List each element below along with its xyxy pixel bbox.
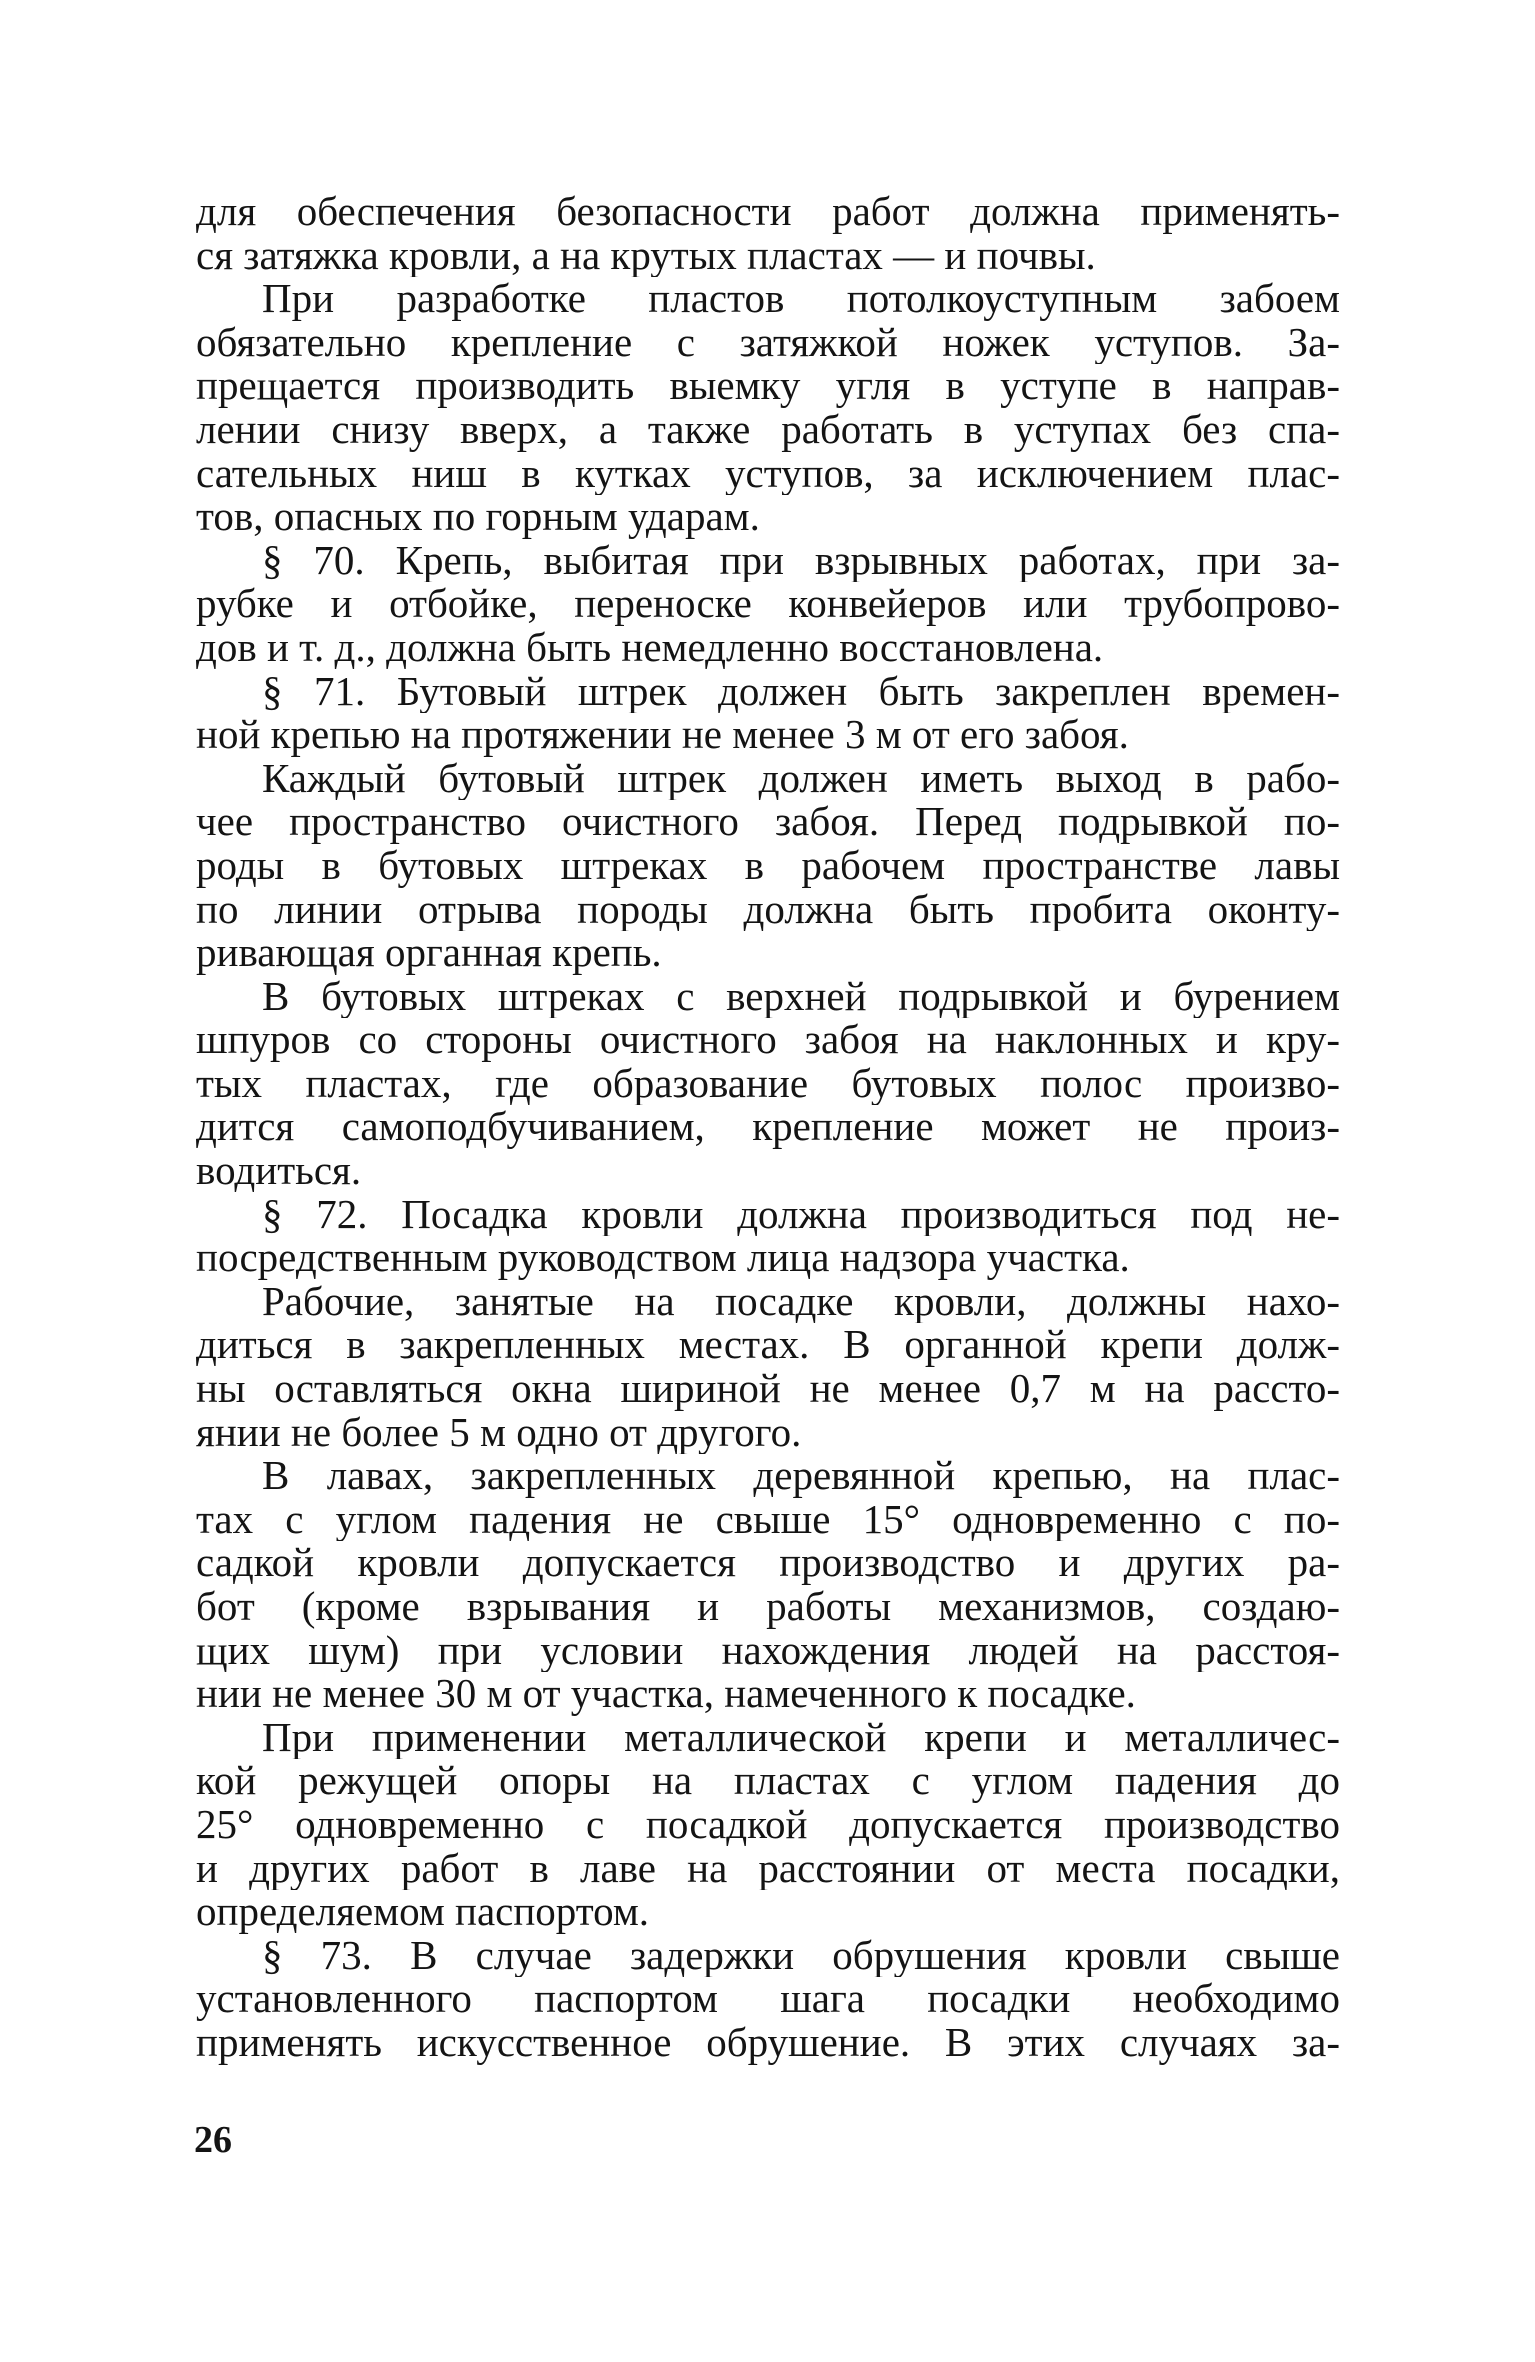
text-line: дов и т. д., должна быть немедленно восстановлена. [196, 625, 1104, 670]
text-line: тах с углом падения не свыше 15° одновременно с по- [196, 1497, 1340, 1542]
paragraph [196, 975, 1340, 1193]
text-line: При разработке пластов потолкоуступным забоем [262, 277, 1340, 321]
text-line: В лавах, закрепленных деревянной крепью, на плас- [262, 1454, 1340, 1498]
text-line: ны оставляться окна шириной не менее 0,7 м на рассто- [196, 1367, 1340, 1411]
paragraph [196, 277, 1340, 539]
paragraph [196, 1280, 1340, 1454]
text-line: При применении металлической крепи и металличес- [262, 1715, 1340, 1760]
text-line: тых пластах, где образование бутовых полос произво- [196, 1061, 1340, 1106]
text-line: установленного паспортом шага посадки необходимо [196, 1977, 1340, 2021]
text-line: чее пространство очистного забоя. Перед подрывкой по- [196, 800, 1340, 844]
text-line: для обеспечения безопасности работ должна применять- [196, 190, 1340, 234]
text-line: 25° одновременно с посадкой допускается производство [196, 1802, 1340, 1847]
text-line: нии не менее 30 м от участка, намеченного к посадке. [196, 1672, 1136, 1716]
text-line: § 71. Бутовый штрек должен быть закреплен времен- [262, 669, 1340, 714]
text-line: тов, опасных по горным ударам. [196, 495, 760, 539]
text-line: диться в закрепленных местах. В органной крепи долж- [196, 1323, 1340, 1368]
text-line: водиться. [196, 1149, 362, 1193]
text-line: § 72. Посадка кровли должна производиться под не- [262, 1192, 1340, 1237]
text-line: бот (кроме взрывания и работы механизмов, создаю- [196, 1585, 1340, 1629]
text-line: Каждый бутовый штрек должен иметь выход в рабо- [262, 756, 1340, 801]
text-line: по линии отрыва породы должна быть пробита оконту- [196, 887, 1340, 932]
text-line: кой режущей опоры на пластах с углом падения до [196, 1759, 1340, 1803]
text-line: обязательно крепление с затяжкой ножек уступов. За- [196, 320, 1340, 365]
text-line: роды в бутовых штреках в рабочем пространстве лавы [196, 843, 1340, 888]
text-line: ривающая органная крепь. [196, 931, 662, 975]
paragraph [196, 1193, 1340, 1280]
text-line: § 73. В случае задержки обрушения кровли свыше [262, 1933, 1340, 1978]
text-line: лении снизу вверх, а также работать в уступах без спа- [196, 407, 1340, 452]
text-line: и других работ в лаве на расстоянии от места посадки, [196, 1846, 1340, 1891]
text-line: щих шум) при условии нахождения людей на расстоя- [196, 1628, 1340, 1673]
paragraph [196, 190, 1340, 277]
text-line: ной крепью на протяжении не менее 3 м от его забоя. [196, 713, 1129, 757]
page-body [196, 190, 1340, 2065]
text-line: В бутовых штреках с верхней подрывкой и бурением [262, 974, 1340, 1019]
text-line: сательных ниш в кутках уступов, за исключением плас- [196, 451, 1340, 496]
paragraph [196, 1934, 1340, 2065]
text-line: янии не более 5 м одно от другого. [196, 1410, 802, 1455]
text-line: применять искусственное обрушение. В этих случаях за- [196, 2020, 1340, 2065]
paragraph [196, 1716, 1340, 1934]
text-line: прещается производить выемку угля в уступе в направ- [196, 364, 1340, 408]
page-number: 26 [194, 2119, 232, 2161]
paragraph [196, 670, 1340, 757]
text-line: ся затяжка кровли, а на крутых пластах — и почвы. [196, 233, 1096, 278]
paragraph [196, 1454, 1340, 1716]
paragraph [196, 539, 1340, 670]
text-line: шпуров со стороны очистного забоя на наклонных и кру- [196, 1018, 1340, 1062]
text-line: § 70. Крепь, выбитая при взрывных работах, при за- [262, 538, 1340, 583]
text-line: посредственным руководством лица надзора участка. [196, 1236, 1130, 1280]
text-line: садкой кровли допускается производство и других ра- [196, 1541, 1340, 1585]
text-line: определяемом паспортом. [196, 1890, 650, 1934]
paragraph [196, 757, 1340, 975]
text-line: Рабочие, занятые на посадке кровли, должны нахо- [262, 1279, 1340, 1324]
text-line: рубке и отбойке, переноске конвейеров или трубопрово- [196, 582, 1340, 626]
text-line: дится самоподбучиванием, крепление может не произ- [196, 1105, 1340, 1150]
